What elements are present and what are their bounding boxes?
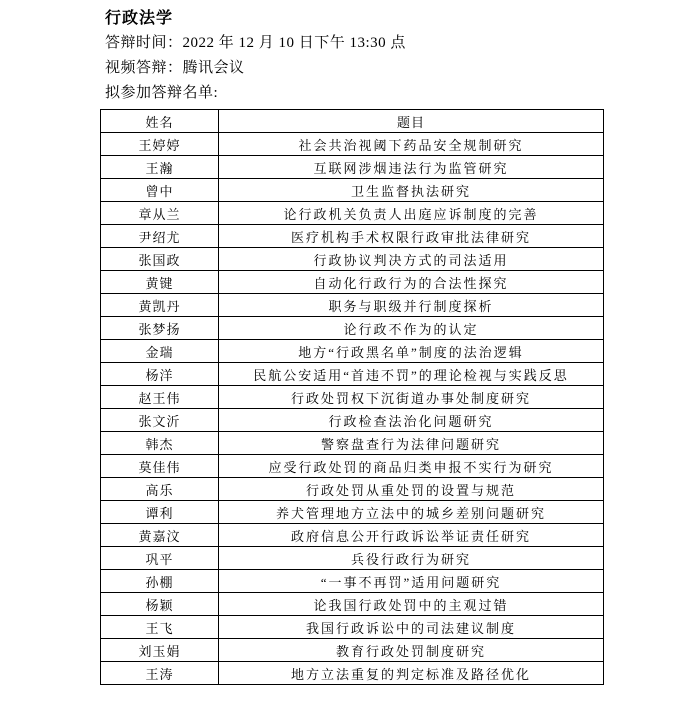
defense-list-table [100,109,604,685]
table-row [101,547,604,570]
name-cell: 金瑞 [101,340,219,363]
defense-time-value: 2022 年 12 月 10 日下午 13:30 点 [182,35,406,51]
table-row [101,524,604,547]
table-row [101,501,604,524]
name-cell: 尹绍尤 [101,225,219,248]
table-row [101,340,604,363]
topic-cell: 医疗机构手术权限行政审批法律研究 [219,225,604,248]
topic-cell: 互联网涉烟违法行为监管研究 [219,156,604,179]
topic-cell: 卫生监督执法研究 [219,179,604,202]
topic-cell: 行政处罚从重处罚的设置与规范 [219,478,604,501]
defense-time-line [105,31,690,56]
name-cell: 王飞 [101,616,219,639]
name-cell: 高乐 [101,478,219,501]
table-row [101,179,604,202]
table-row [101,639,604,662]
topic-cell: 职务与职级并行制度探析 [219,294,604,317]
participant-list-label: 拟参加答辩名单: [105,85,219,101]
name-cell: 孙棚 [101,570,219,593]
table-row [101,156,604,179]
name-cell: 黄键 [101,271,219,294]
col-header-name: 姓名 [101,110,219,133]
table-row [101,271,604,294]
table-header-row [101,110,604,133]
topic-cell: 自动化行政行为的合法性探究 [219,271,604,294]
topic-cell: 兵役行政行为研究 [219,547,604,570]
video-defense-label: 视频答辩： [105,60,183,76]
topic-cell: “一事不再罚”适用问题研究 [219,570,604,593]
video-defense-value: 腾讯会议 [182,60,245,76]
name-cell: 韩杰 [101,432,219,455]
topic-cell: 政府信息公开行政诉讼举证责任研究 [219,524,604,547]
table-body [101,133,604,685]
topic-cell: 地方立法重复的判定标准及路径优化 [219,662,604,685]
col-header-topic: 题目 [219,110,604,133]
name-cell: 王婷婷 [101,133,219,156]
topic-cell: 民航公安适用“首违不罚”的理论检视与实践反思 [219,363,604,386]
topic-cell: 行政处罚权下沉街道办事处制度研究 [219,386,604,409]
name-cell: 巩平 [101,547,219,570]
table-row [101,432,604,455]
table-row [101,455,604,478]
table-row [101,593,604,616]
name-cell: 谭利 [101,501,219,524]
name-cell: 莫佳伟 [101,455,219,478]
table-row [101,202,604,225]
table-row [101,409,604,432]
defense-time-label: 答辩时间： [105,35,183,51]
table-row [101,478,604,501]
table-row [101,363,604,386]
table-row [101,317,604,340]
topic-cell: 我国行政诉讼中的司法建议制度 [219,616,604,639]
name-cell: 黄凯丹 [101,294,219,317]
video-defense-line [105,56,690,81]
name-cell: 章从兰 [101,202,219,225]
topic-cell: 行政协议判决方式的司法适用 [219,248,604,271]
topic-cell: 社会共治视阈下药品安全规制研究 [219,133,604,156]
table-row [101,133,604,156]
table-row [101,294,604,317]
name-cell: 刘玉娟 [101,639,219,662]
name-cell: 王涛 [101,662,219,685]
name-cell: 黄嘉汶 [101,524,219,547]
topic-cell: 警察盘查行为法律问题研究 [219,432,604,455]
table-row [101,386,604,409]
table-row [101,248,604,271]
topic-cell: 教育行政处罚制度研究 [219,639,604,662]
name-cell: 张文沂 [101,409,219,432]
page-title: 行政法学 [105,10,174,27]
name-cell: 张梦扬 [101,317,219,340]
topic-cell: 养犬管理地方立法中的城乡差别问题研究 [219,501,604,524]
topic-cell: 行政检查法治化问题研究 [219,409,604,432]
name-cell: 曾中 [101,179,219,202]
topic-cell: 论行政机关负责人出庭应诉制度的完善 [219,202,604,225]
table-row [101,662,604,685]
name-cell: 王瀚 [101,156,219,179]
table-row [101,225,604,248]
name-cell: 杨洋 [101,363,219,386]
name-cell: 杨颖 [101,593,219,616]
table-row [101,570,604,593]
topic-cell: 论我国行政处罚中的主观过错 [219,593,604,616]
table-row [101,616,604,639]
name-cell: 赵王伟 [101,386,219,409]
topic-cell: 地方“行政黑名单”制度的法治逻辑 [219,340,604,363]
topic-cell: 应受行政处罚的商品归类申报不实行为研究 [219,455,604,478]
name-cell: 张国政 [101,248,219,271]
topic-cell: 论行政不作为的认定 [219,317,604,340]
